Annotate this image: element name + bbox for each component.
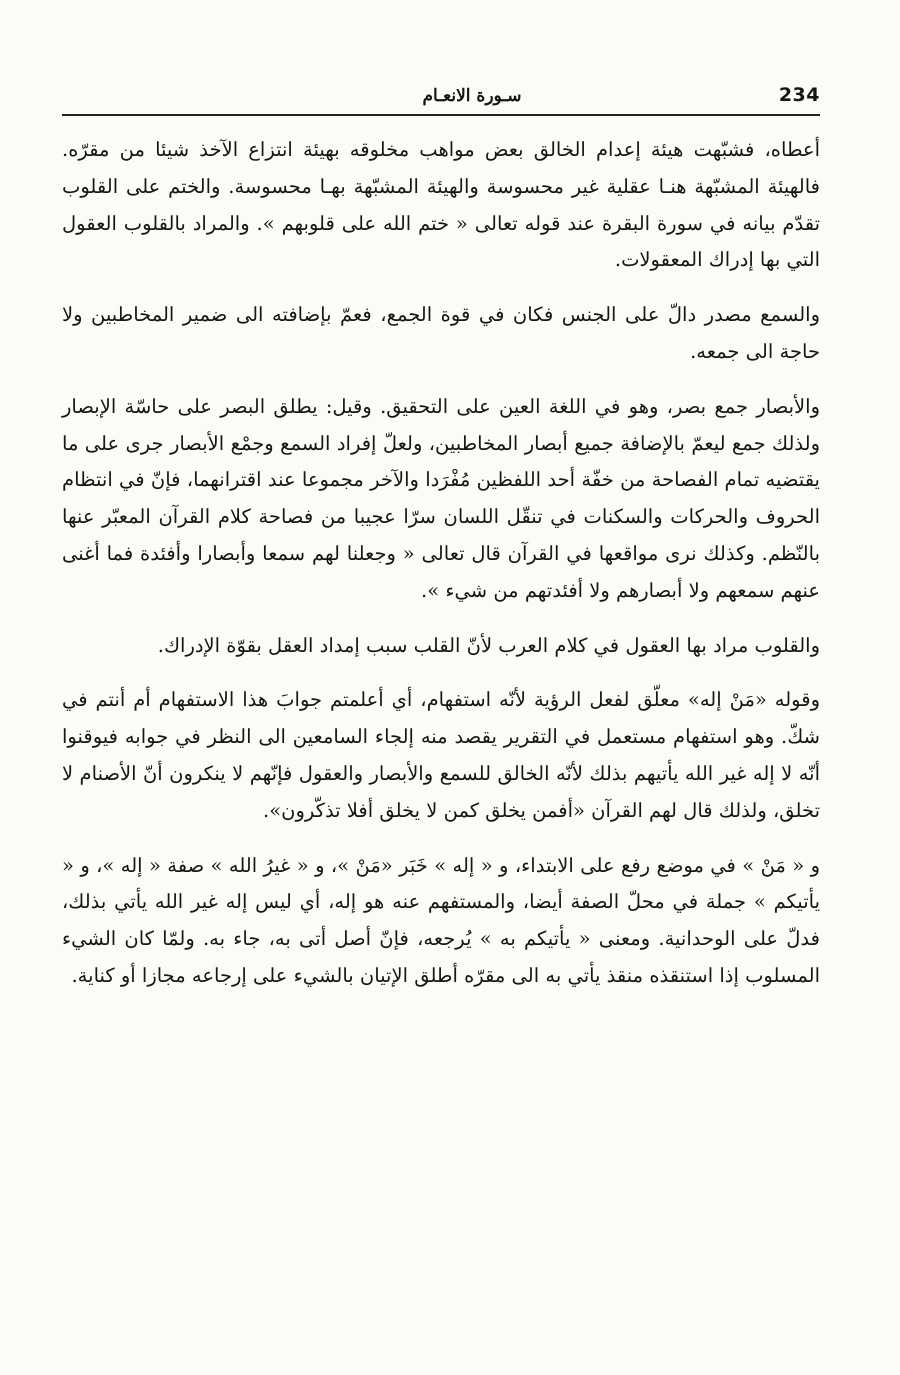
running-title: سـورة الانعـام bbox=[422, 86, 522, 106]
paragraph-1: أعطاه، فشبّهت هيئة إعدام الخالق بعض مواهب مخلوقه بهيئة انتزاع الآخذ شيئا من مقرّه. فالهيئة المشبّهة هنـا عقلية غير محسوسة والهيئة المشبّهة بهـا محسوسة. والختم على القلوب تقدّم بيانه في سورة البقرة عند قوله تعالى « ختم الله على قلوبهم ». والمراد بالقلوب العقول التي بها إدراك المعقولات. bbox=[62, 138, 820, 272]
paragraph-5: وقوله «مَنْ إله» معلّق لفعل الرؤية لأنّه استفهام، أي أعلمتم جوابَ هذا الاستفهام أم أنتم في شكّ. وهو استفهام مستعمل في التقرير يقصد منه إلجاء السامعين الى النظر في جوابه فيوقنوا أنّه لا إله غير الله يأتيهم بذلك لأنّه الخالق للسمع والأبصار والعقول فإنّهم لا ينكرون أنّ الأصنام لا تخلق، ولذلك قال لهم القرآن «أفمن يخلق كمن لا يخلق أفلا تذكّرون». bbox=[62, 688, 820, 822]
paragraph-3: والأبصار جمع بصر، وهو في اللغة العين على التحقيق. وقيل: يطلق البصر على حاسّة الإبصار ولذلك جمع ليعمّ بالإضافة جميع أبصار المخاطبين، ولعلّ إفراد السمع وجمْع الأبصار جرى على ما يقتضيه تمام الفصاحة من خفّة أحد اللفظين مُفْرَدا والآخر مجموعا عند اقترانهما، فإنّ في انتظام الحروف والحركات والسكنات في تنقّل اللسان سرّا عجيبا من فصاحة كلام القرآن المعبّر عنها بالنّظم. وكذلك نرى مواقعها في القرآن قال تعالى « وجعلنا لهم سمعا وأبصارا وأفئدة فما أغنى عنهم سمعهم ولا أبصارهم ولا أفئدتهم من شيء ». bbox=[62, 394, 821, 602]
page-number: 234 bbox=[778, 84, 820, 106]
page-header bbox=[62, 80, 820, 116]
paragraph-6: و « مَنْ » في موضع رفع على الابتداء، و « إله » خَبَر «مَنْ »، و « غيرُ الله » صفة « إله »، و « يأتيكم » جملة في محلّ الصفة أيضا، والمستفهم عنه هو إله، أي ليس إله غير الله يأتي بذلك، فدلّ على الوحدانية. ومعنى « يأتيكم به » يُرجعه، فإنّ أصل أتى به، جاء به. ولمّا كان الشيء المسلوب إذا استنقذه منقذ يأتي به الى مقرّه أطلق الإتيان بالشيء على إرجاعه مجازا أو كناية. bbox=[62, 853, 820, 987]
paragraph-2: والسمع مصدر دالّ على الجنس فكان في قوة الجمع، فعمّ بإضافته الى ضمير المخاطبين ولا حاجة الى جمعه. bbox=[62, 303, 820, 363]
header-rule bbox=[62, 114, 820, 116]
body-text bbox=[62, 132, 820, 1013]
paragraph-4: والقلوب مراد بها العقول في كلام العرب لأنّ القلب سبب إمداد العقل بقوّة الإدراك. bbox=[157, 633, 820, 657]
